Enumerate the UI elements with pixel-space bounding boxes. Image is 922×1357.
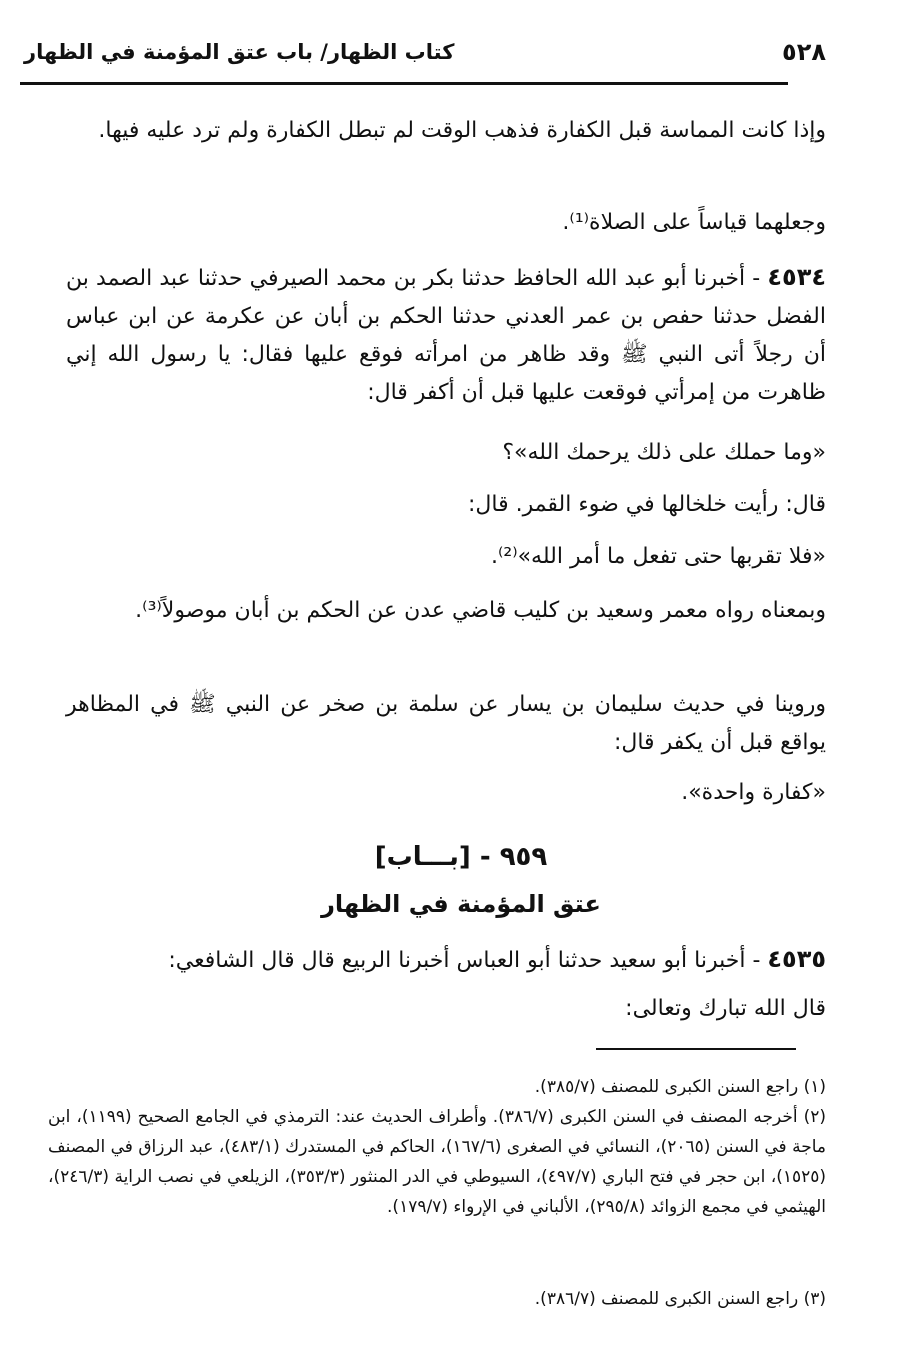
hadith-number: ٤٥٣٤ [767, 263, 826, 291]
footnote-2: (٢) أخرجه المصنف في السنن الكبرى (٣٨٦/٧). وأطراف الحديث عند: الترمذي في الجامع الصحيح (١١٩٩)، ابن ماجة في السنن (٢٠٦٥)، النسائي في الصغرى (١٦٧/٦)، الحاكم في المستدرك (٤٨٣/١)، عبد الرزاق في المصنف (١٥٢٥)، ابن حجر في فتح الباري (٤٩٧/٧)، السيوطي في الدر المنثور (٣٥٣/٣)، الزيلعي في نصب الراية (٢٤٦/٣)، الهيثمي في مجمع الزوائد (٢٩٥/٨)، الألباني في الإرواء (١٧٩/٧). [48, 1107, 827, 1217]
running-header-title: كتاب الظهار/ باب عتق المؤمنة في الظهار [24, 40, 455, 64]
paragraph-salama: وروينا في حديث سليمان بن يسار عن سلمة بن صخر عن النبي ﷺ في المظاهر يواقع قبل أن يكفر قال: [66, 692, 826, 755]
chapter-title: عتق المؤمنة في الظهار [321, 890, 601, 918]
hadith-4534 [66, 258, 826, 412]
hadith-4535 [66, 940, 826, 980]
quote-prophet-question: «وما حملك على ذلك يرحمك الله»؟ [502, 440, 826, 465]
header-rule [20, 82, 788, 85]
paragraph-quran-intro: قال الله تبارك وتعالى: [625, 996, 826, 1021]
footnote-1: (١) راجع السنن الكبرى للمصنف (٣٨٥/٧). [534, 1077, 826, 1097]
paragraph-kaffara: وإذا كانت المماسة قبل الكفارة فذهب الوقت لم تبطل الكفارة ولم ترد عليه فيها. [98, 118, 826, 143]
paragraph-qiyas: وجعلهما قياساً على الصلاة⁽¹⁾. [562, 210, 826, 235]
paragraph-mawsulan: وبمعناه رواه معمر وسعيد بن كليب قاضي عدن عن الحكم بن أبان موصولاً⁽³⁾. [135, 598, 826, 623]
hadith-text: - أخبرنا أبو سعيد حدثنا أبو العباس أخبرنا الربيع قال قال الشافعي: [168, 948, 768, 973]
reply-line: قال: رأيت خلخالها في ضوء القمر. قال: [467, 492, 826, 517]
hadith-number: ٤٥٣٥ [767, 945, 826, 973]
footnote-rule [596, 1048, 796, 1050]
hadith-text: - أخبرنا أبو عبد الله الحافظ حدثنا بكر بن محمد الصيرفي حدثنا عبد الصمد بن الفضل حدثنا حفص بن عمر العدني حدثنا الحكم بن أبان عن عكرمة عن ابن عباس أن رجلاً أتى النبي ﷺ وقد ظاهر من امرأته فوقع عليها فقال: يا رسول الله إني ظاهرت من إمرأتي فوقعت عليها قبل أن أكفر قال: [66, 266, 826, 405]
footnote-3: (٣) راجع السنن الكبرى للمصنف (٣٨٦/٧). [534, 1289, 826, 1309]
quote-kaffara-wahida: «كفارة واحدة». [681, 780, 826, 805]
page-number: ٥٢٨ [782, 38, 826, 66]
chapter-number: ٩٥٩ - [بـــاب] [374, 842, 548, 872]
quote-prophet-command: «فلا تقربها حتى تفعل ما أمر الله»⁽²⁾. [490, 544, 826, 569]
